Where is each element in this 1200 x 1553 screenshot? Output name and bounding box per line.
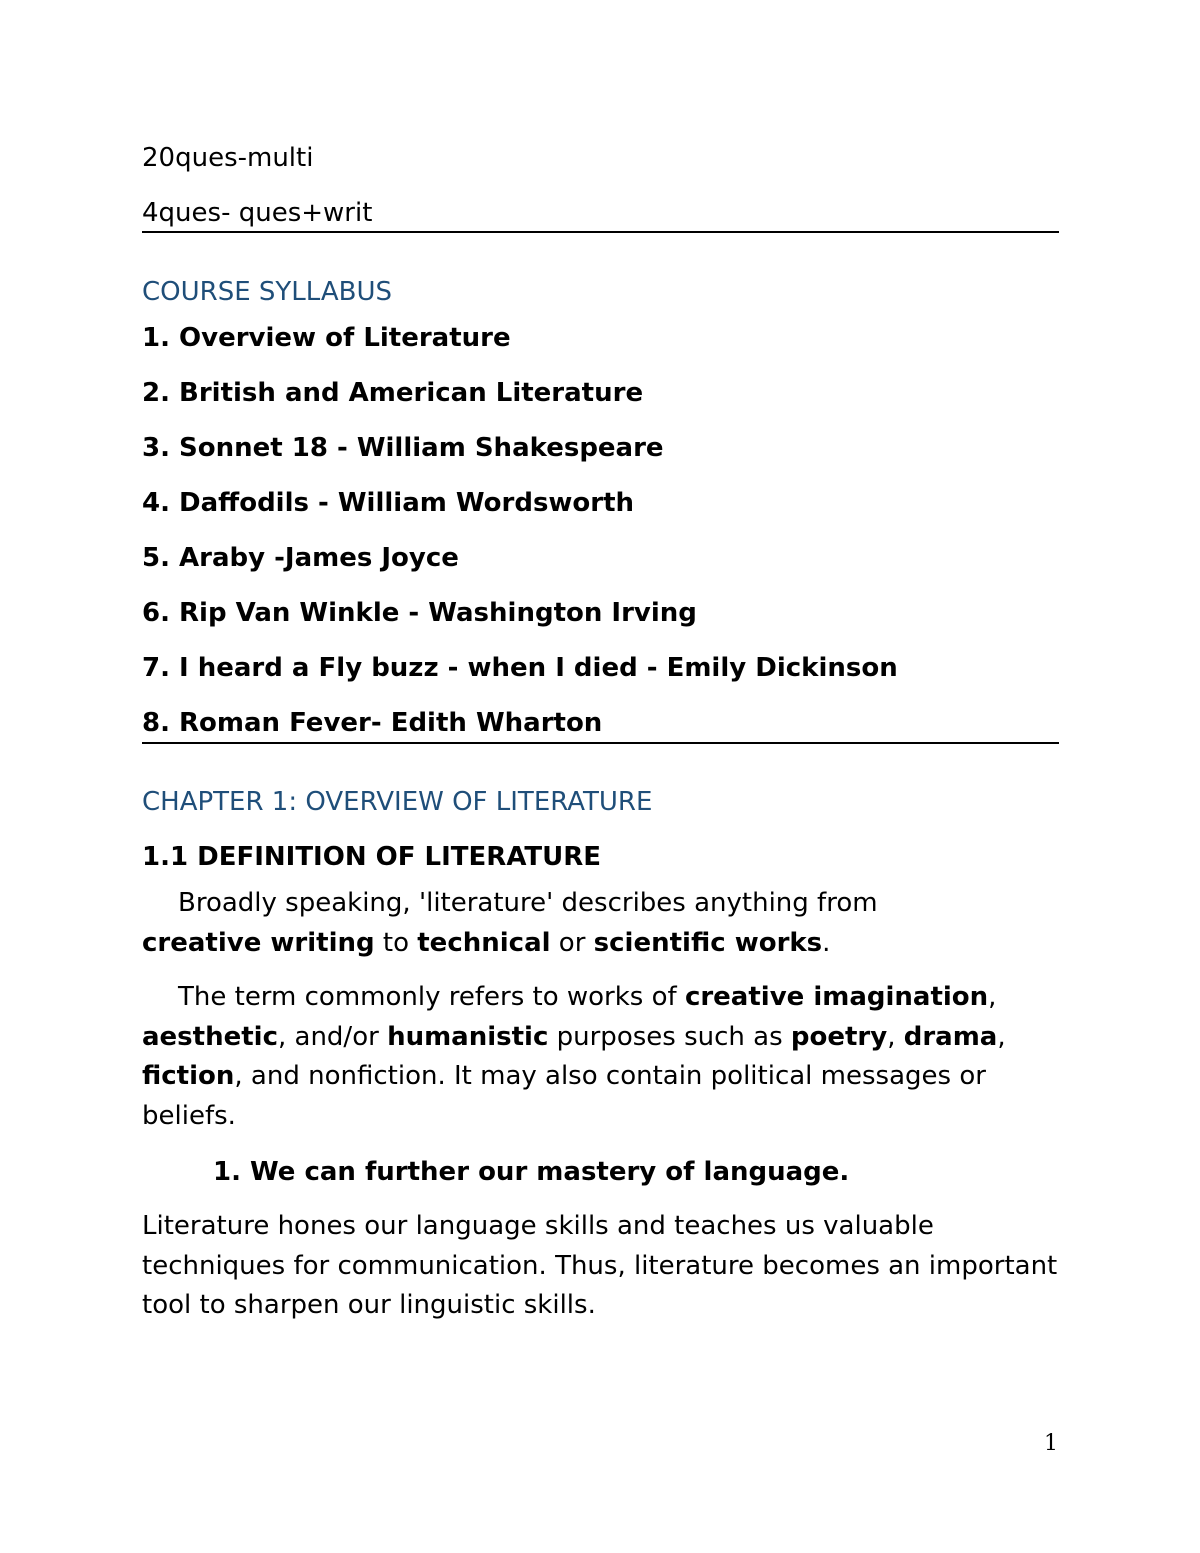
para2-text: , and nonfiction. It may also contain political messages or beliefs. bbox=[142, 1061, 986, 1131]
syllabus-item: 2. British and American Literature bbox=[142, 378, 644, 408]
para1-text: or bbox=[550, 927, 594, 958]
para2-bold-term: aesthetic bbox=[142, 1021, 278, 1052]
definition-paragraph-1 bbox=[142, 884, 1059, 963]
para1-text: to bbox=[374, 927, 418, 958]
para1-bold-term: scientific works bbox=[593, 927, 823, 958]
para2-text: , bbox=[988, 982, 997, 1012]
syllabus-item: 4. Daffodils - William Wordsworth bbox=[142, 488, 635, 518]
para2-text: , bbox=[997, 1021, 1006, 1052]
page-number: 1 bbox=[1044, 1431, 1058, 1456]
para2-bold-term: creative imagination bbox=[684, 982, 989, 1012]
point-heading: 1. We can further our mastery of language. bbox=[213, 1157, 850, 1187]
point-paragraph: Literature hones our language skills and teaches us valuable techniques for communication. Thus, literature becomes an important tool to sharpen our linguistic skills. bbox=[142, 1211, 1058, 1320]
para2-bold-term: humanistic bbox=[387, 1021, 549, 1052]
section-heading: 1.1 DEFINITION OF LITERATURE bbox=[142, 842, 602, 872]
para2-bold-term: poetry bbox=[790, 1021, 888, 1052]
para1-bold-term: technical bbox=[417, 927, 551, 958]
para1-bold-term: creative writing bbox=[142, 927, 375, 958]
syllabus-item: 6. Rip Van Winkle - Washington Irving bbox=[142, 598, 697, 628]
syllabus-item: 5. Araby -James Joyce bbox=[142, 543, 459, 573]
para2-bold-term: fiction bbox=[142, 1061, 235, 1091]
para2-bold-term: drama bbox=[903, 1021, 998, 1052]
note-line-2: 4ques- ques+writ bbox=[142, 198, 373, 228]
chapter-heading: CHAPTER 1: OVERVIEW OF LITERATURE bbox=[142, 787, 653, 817]
para1-text: . bbox=[822, 927, 831, 958]
syllabus-item: 7. I heard a Fly buzz - when I died - Emily Dickinson bbox=[142, 653, 898, 683]
syllabus-item: 1. Overview of Literature bbox=[142, 323, 511, 353]
divider-rule bbox=[142, 742, 1059, 744]
para2-text: , and/or bbox=[277, 1021, 388, 1052]
note-line-1: 20ques-multi bbox=[142, 143, 314, 173]
divider-rule bbox=[142, 231, 1059, 233]
syllabus-item: 3. Sonnet 18 - William Shakespeare bbox=[142, 433, 664, 463]
syllabus-heading: COURSE SYLLABUS bbox=[142, 277, 393, 307]
para2-text: purposes such as bbox=[548, 1021, 791, 1052]
para2-text: , bbox=[887, 1021, 904, 1052]
definition-paragraph-2 bbox=[142, 978, 1059, 1136]
para2-text: The term commonly refers to works of bbox=[178, 982, 685, 1012]
para1-text: Broadly speaking, 'literature' describes anything from bbox=[178, 888, 878, 918]
syllabus-item: 8. Roman Fever- Edith Wharton bbox=[142, 708, 603, 738]
